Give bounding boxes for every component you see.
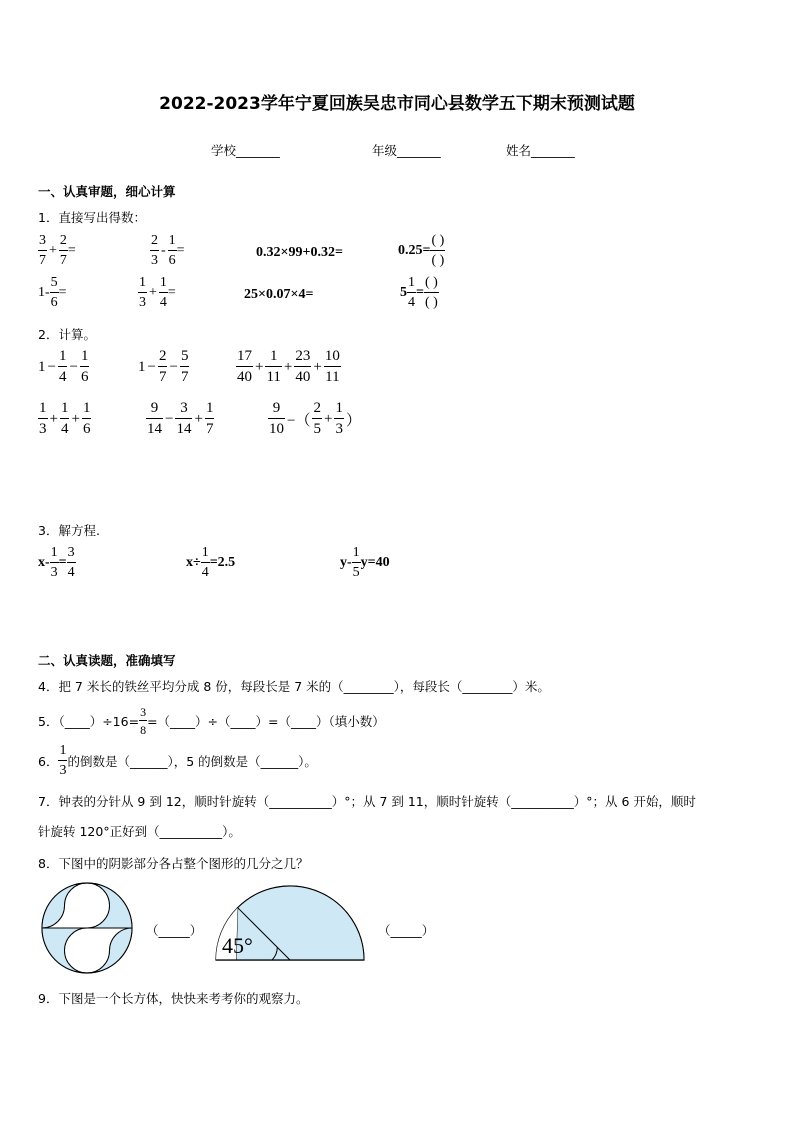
operator: + bbox=[49, 243, 57, 258]
numerator: 1 bbox=[50, 546, 59, 563]
q8-answer-blank-2[interactable]: （_____） bbox=[378, 923, 435, 938]
denominator: 3 bbox=[335, 421, 343, 437]
operator: − bbox=[165, 410, 174, 427]
denominator: 6 bbox=[168, 253, 176, 268]
numerator: 1 bbox=[58, 744, 67, 761]
q2-expr-6 bbox=[268, 401, 363, 437]
numerator: 1 bbox=[168, 234, 177, 251]
numerator: 5 bbox=[180, 349, 190, 367]
angle-label: 45° bbox=[222, 933, 253, 958]
numerator: 2 bbox=[59, 234, 68, 251]
term: 1 bbox=[138, 358, 146, 375]
denominator: 11 bbox=[266, 369, 281, 385]
numerator: 17 bbox=[236, 349, 253, 367]
q2-expr-1 bbox=[38, 349, 89, 385]
q2-expr-2 bbox=[138, 349, 189, 385]
operator: − bbox=[69, 358, 78, 375]
numerator: 3 bbox=[175, 401, 192, 419]
equals: = bbox=[416, 285, 424, 300]
denominator: 4 bbox=[58, 369, 67, 385]
numerator: 2 bbox=[158, 349, 168, 367]
numerator: 1 bbox=[80, 349, 90, 367]
equals: = bbox=[58, 285, 67, 300]
numerator: 3 bbox=[140, 705, 147, 719]
q2-expr-5 bbox=[146, 401, 214, 437]
q8-answer-blank-1[interactable]: （_____） bbox=[146, 923, 203, 938]
numerator: 9 bbox=[268, 401, 285, 419]
q3-eq-3 bbox=[340, 546, 390, 580]
q6-suffix: 的倒数是（______），5 的倒数是（______）。 bbox=[67, 754, 317, 769]
denominator: 3 bbox=[139, 295, 146, 310]
denominator: 10 bbox=[269, 421, 284, 437]
numerator: 1 bbox=[334, 401, 344, 419]
question-2-label: 2．计算。 bbox=[38, 327, 96, 342]
question-1-label: 1．直接写出得数： bbox=[38, 210, 146, 225]
denominator-blank: ( ) bbox=[431, 253, 445, 268]
denominator: 7 bbox=[205, 421, 214, 437]
circle-figure bbox=[38, 882, 136, 974]
denominator: 11 bbox=[325, 369, 340, 385]
numerator: 1 bbox=[82, 401, 92, 419]
denominator: 14 bbox=[176, 421, 192, 437]
operator: - bbox=[161, 243, 166, 258]
suffix: =2.5 bbox=[209, 555, 236, 570]
suffix: y=40 bbox=[360, 555, 390, 570]
denominator: 4 bbox=[67, 565, 75, 580]
operator: − bbox=[169, 358, 178, 375]
denominator: 6 bbox=[82, 421, 91, 437]
denominator: 7 bbox=[180, 369, 189, 385]
numerator: 1 bbox=[58, 349, 68, 367]
denominator: 3 bbox=[59, 763, 67, 778]
denominator: 6 bbox=[80, 369, 89, 385]
q1-r2-a bbox=[38, 276, 67, 310]
grade-field: 年级_______ bbox=[372, 143, 441, 158]
equals: = bbox=[58, 555, 67, 570]
numerator: 1 bbox=[138, 276, 147, 293]
denominator: 3 bbox=[151, 253, 158, 268]
operator: ） bbox=[345, 412, 361, 429]
denominator: 7 bbox=[59, 253, 67, 268]
operator: − bbox=[47, 358, 56, 375]
q2-expr-3 bbox=[236, 349, 341, 385]
q1-r1-b bbox=[150, 234, 185, 268]
numerator: 1 bbox=[60, 401, 70, 419]
whole: 5 bbox=[400, 285, 407, 300]
q3-eq-1 bbox=[38, 546, 76, 580]
denominator: 14 bbox=[147, 421, 162, 437]
q5-prefix: 5．（____）÷16= bbox=[38, 714, 140, 729]
q1-r1-d bbox=[398, 234, 445, 268]
numerator: 1 bbox=[205, 401, 215, 419]
operator: + bbox=[313, 358, 322, 375]
denominator: 4 bbox=[201, 565, 209, 580]
q1-r2-d bbox=[400, 276, 439, 310]
q3-eq-2 bbox=[186, 546, 235, 580]
prefix: y- bbox=[340, 555, 352, 570]
equals: = bbox=[176, 243, 185, 258]
operator: + bbox=[194, 410, 203, 427]
denominator-blank: ( ) bbox=[424, 295, 438, 310]
equals: = bbox=[167, 285, 176, 300]
q1-r2-c: 25×0.07×4= bbox=[244, 287, 314, 302]
q1-r2-b bbox=[138, 276, 176, 310]
numerator: 3 bbox=[38, 234, 47, 251]
prefix: 0.25= bbox=[398, 243, 431, 258]
operator: + bbox=[71, 410, 80, 427]
q2-expr-4 bbox=[38, 401, 91, 437]
question-5 bbox=[38, 706, 385, 736]
denominator: 6 bbox=[50, 295, 58, 310]
numerator: 23 bbox=[294, 349, 311, 367]
numerator-blank: ( ) bbox=[424, 276, 439, 293]
school-field: 学校_______ bbox=[211, 143, 280, 158]
numerator: 1 bbox=[352, 546, 361, 563]
denominator: 5 bbox=[352, 565, 360, 580]
numerator: 1 bbox=[201, 546, 210, 563]
q1-r1-a bbox=[38, 234, 76, 268]
operator: + bbox=[323, 410, 333, 427]
question-9: 9．下图是一个长方体，快快来考考你的观察力。 bbox=[38, 991, 309, 1006]
equals: = bbox=[67, 243, 76, 258]
numerator: 1 bbox=[407, 276, 416, 293]
numerator: 1 bbox=[265, 349, 281, 367]
numerator: 2 bbox=[150, 234, 159, 251]
denominator: 40 bbox=[237, 369, 252, 385]
term: 1 bbox=[38, 358, 46, 375]
numerator-blank: ( ) bbox=[430, 234, 445, 251]
numerator: 10 bbox=[324, 349, 341, 367]
numerator: 9 bbox=[146, 401, 163, 419]
q5-suffix: =（____）÷（____）=（____）（填小数） bbox=[147, 714, 385, 729]
question-3-label: 3．解方程. bbox=[38, 523, 100, 538]
prefix: x- bbox=[38, 555, 50, 570]
name-field: 姓名_______ bbox=[506, 143, 575, 158]
denominator: 5 bbox=[313, 421, 321, 437]
operator: −（ bbox=[287, 412, 311, 429]
denominator: 40 bbox=[295, 369, 311, 385]
numerator: 2 bbox=[312, 401, 322, 419]
operator: + bbox=[49, 410, 58, 427]
denominator: 7 bbox=[39, 253, 46, 268]
numerator: 3 bbox=[67, 546, 76, 563]
numerator: 5 bbox=[50, 276, 59, 293]
denominator: 3 bbox=[39, 421, 47, 437]
denominator: 8 bbox=[140, 723, 147, 737]
operator: + bbox=[255, 358, 264, 375]
denominator: 4 bbox=[408, 295, 415, 310]
prefix: 1- bbox=[38, 285, 50, 300]
numerator: 1 bbox=[159, 276, 168, 293]
question-8: 8．下图中的阴影部分各占整个图形的几分之几？ bbox=[38, 856, 309, 871]
denominator: 4 bbox=[159, 295, 167, 310]
operator: + bbox=[283, 358, 293, 375]
section-1-heading: 一、认真审题，细心计算 bbox=[38, 184, 176, 199]
section-2-heading: 二、认真读题，准确填写 bbox=[38, 653, 176, 668]
denominator: 4 bbox=[60, 421, 69, 437]
q1-r1-c: 0.32×99+0.32= bbox=[256, 245, 343, 260]
prefix: x÷ bbox=[186, 555, 201, 570]
operator: + bbox=[149, 285, 157, 300]
q6-prefix: 6． bbox=[38, 754, 59, 769]
question-7-line-1: 7．钟表的分针从 9 到 12，顺时针旋转（__________）°；从 7 到 11，顺时针旋转（__________）°；从 6 开始，顺时 bbox=[38, 794, 696, 809]
denominator: 7 bbox=[158, 369, 167, 385]
numerator: 1 bbox=[38, 401, 48, 419]
denominator: 3 bbox=[50, 565, 58, 580]
question-4: 4．把 7 米长的铁丝平均分成 8 份，每段长是 7 米的（________），每段长（________）米。 bbox=[38, 679, 550, 694]
question-6 bbox=[38, 744, 317, 778]
page-title: 2022-2023学年宁夏回族吴忠市同心县数学五下期末预测试题 bbox=[159, 94, 635, 114]
operator: − bbox=[147, 358, 156, 375]
question-7-line-2: 针旋转 120°正好到（__________）。 bbox=[38, 824, 241, 839]
